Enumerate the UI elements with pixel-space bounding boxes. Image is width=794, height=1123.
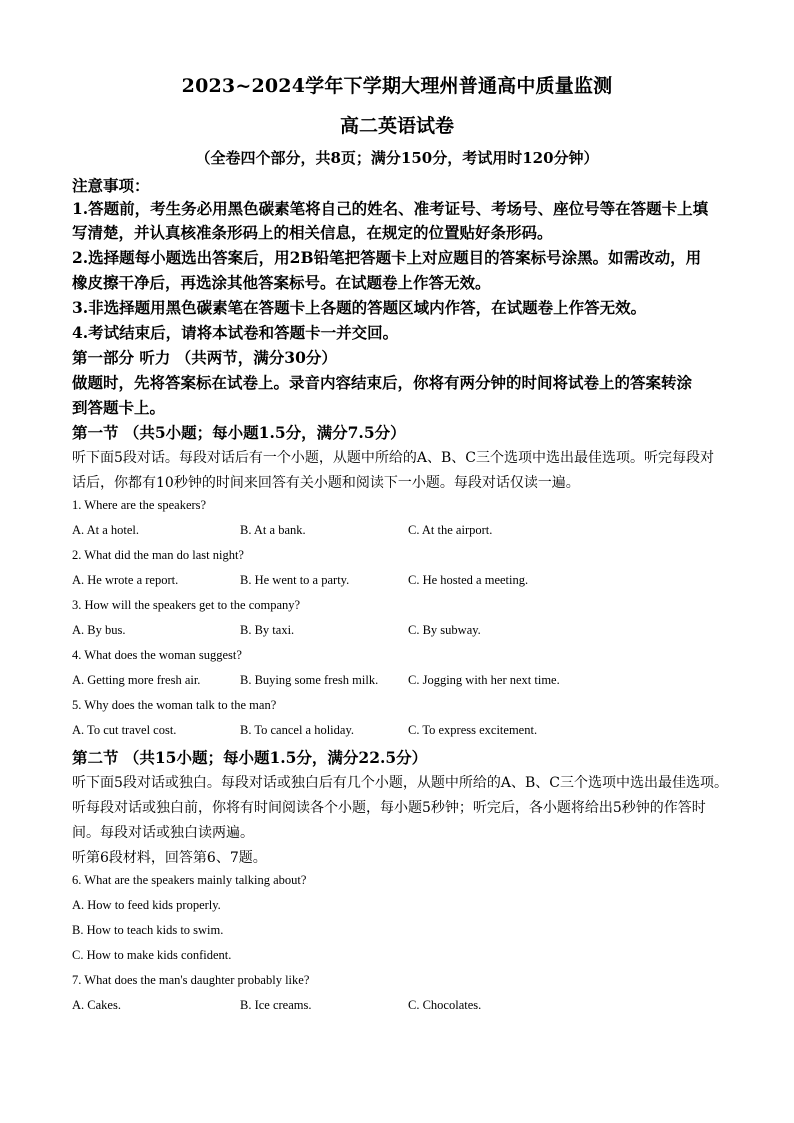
question-3-option-b: B. By taxi. (240, 623, 295, 637)
section1-intro-line-1: 听下面5段对话。每段对话后有一个小题，从题中所给的A、B、C三个选项中选出最佳选项。听完每段对 (72, 450, 715, 466)
question-6-option-c: C. How to make kids confident. (72, 948, 232, 962)
notice-heading: 注意事项： (72, 176, 150, 195)
part1-intro-line-2: 到答题卡上。 (72, 398, 166, 417)
question-1: 1. Where are the speakers? (72, 498, 207, 512)
question-3: 3. How will the speakers get to the company? (72, 598, 301, 612)
notice-item-4: 4.考试结束后，请将本试卷和答题卡一并交回。 (72, 323, 399, 342)
question-2: 2. What did the man do last night? (72, 548, 244, 562)
question-7-option-c: C. Chocolates. (408, 998, 482, 1012)
question-5: 5. Why does the woman talk to the man? (72, 698, 277, 712)
question-6-option-a: A. How to feed kids properly. (72, 898, 221, 912)
question-6: 6. What are the speakers mainly talking about? (72, 873, 307, 887)
section1-heading: 第一节 （共5小题；每小题1.5分，满分7.5分） (72, 423, 406, 442)
question-3-option-c: C. By subway. (408, 623, 481, 637)
question-4-option-b: B. Buying some fresh milk. (240, 673, 379, 687)
material-6-instruction: 听第6段材料，回答第6、7题。 (72, 850, 267, 866)
question-5-option-c: C. To express excitement. (408, 723, 538, 737)
notice-item-2-line-2: 橡皮擦干净后，再选涂其他答案标号。在试题卷上作答无效。 (72, 273, 491, 292)
section2-intro-line-3: 间。每段对话或独白读两遍。 (72, 825, 254, 841)
notice-item-2-line-1: 2.选择题每小题选出答案后，用2B铅笔把答题卡上对应题目的答案标号涂黑。如需改动，用 (72, 248, 702, 267)
question-2-option-b: B. He went to a party. (240, 573, 350, 587)
question-2-option-a: A. He wrote a report. (72, 573, 179, 587)
part1-intro-line-1: 做题时，先将答案标在试卷上。录音内容结束后，你将有两分钟的时间将试卷上的答案转涂 (72, 373, 693, 392)
section2-intro-line-2: 听每段对话或独白前，你将有时间阅读各个小题，每小题5秒钟；听完后，各小题将给出5秒钟的作答时 (72, 800, 706, 816)
question-4-option-c: C. Jogging with her next time. (408, 673, 560, 687)
question-4: 4. What does the woman suggest? (72, 648, 242, 662)
exam-subtitle: 高二英语试卷 (339, 115, 454, 137)
section2-heading: 第二节 （共15小题；每小题1.5分，满分22.5分） (72, 748, 428, 767)
question-2-option-c: C. He hosted a meeting. (408, 573, 529, 587)
question-1-option-a: A. At a hotel. (72, 523, 140, 537)
question-7-option-b: B. Ice creams. (240, 998, 312, 1012)
question-1-option-b: B. At a bank. (240, 523, 306, 537)
exam-info: （全卷四个部分，共8页；满分150分，考试用时120分钟） (195, 149, 599, 167)
question-6-option-b: B. How to teach kids to swim. (72, 923, 224, 937)
question-5-option-a: A. To cut travel cost. (72, 723, 177, 737)
question-3-option-a: A. By bus. (72, 623, 126, 637)
section1-intro-line-2: 话后，你都有10秒钟的时间来回答有关小题和阅读下一小题。每段对话仅读一遍。 (72, 475, 580, 491)
exam-title: 2023~2024学年下学期大理州普通高中质量监测 (181, 75, 613, 97)
question-7: 7. What does the man's daughter probably like? (72, 973, 310, 987)
notice-item-1-line-1: 1.答题前，考生务必用黑色碳素笔将自己的姓名、准考证号、考场号、座位号等在答题卡上填 (72, 199, 709, 218)
notice-item-1-line-2: 写清楚，并认真核准条形码上的相关信息，在规定的位置贴好条形码。 (72, 223, 553, 242)
section2-intro-line-1: 听下面5段对话或独白。每段对话或独白后有几个小题，从题中所给的A、B、C三个选项中选出最佳选项。 (72, 775, 729, 791)
question-1-option-c: C. At the airport. (408, 523, 493, 537)
question-5-option-b: B. To cancel a holiday. (240, 723, 355, 737)
question-4-option-a: A. Getting more fresh air. (72, 673, 201, 687)
question-7-option-a: A. Cakes. (72, 998, 121, 1012)
part1-heading: 第一部分 听力 （共两节，满分30分） (72, 348, 337, 367)
notice-item-3: 3.非选择题用黑色碳素笔在答题卡上各题的答题区域内作答，在试题卷上作答无效。 (72, 298, 647, 317)
